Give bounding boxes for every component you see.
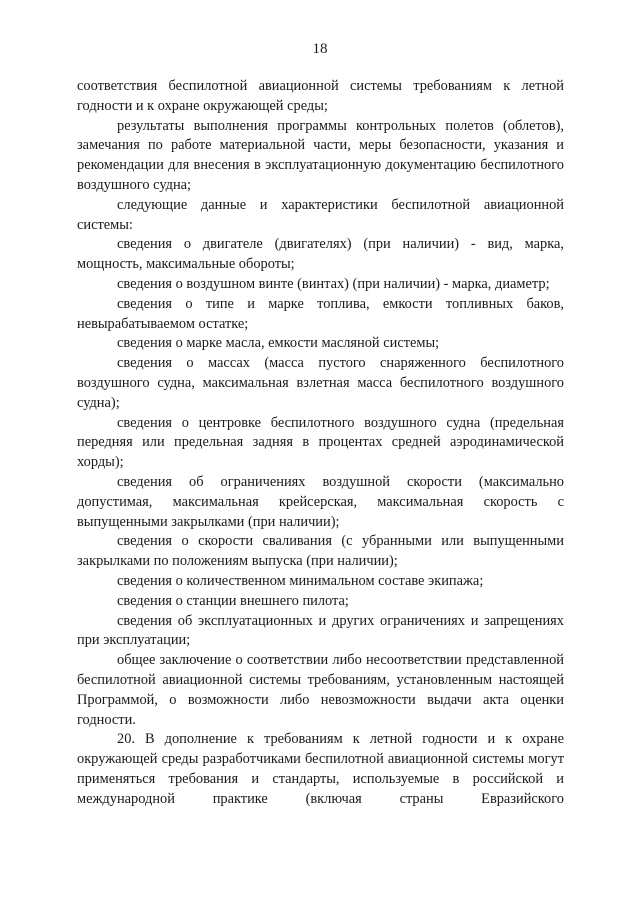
paragraph-characteristics-intro: следующие данные и характеристики беспилотной авиационной системы: <box>77 196 564 233</box>
paragraph-compliance-end: соответствия беспилотной авиационной системы требованиям к летной годности и к охране окружающей среды; <box>77 78 564 114</box>
paragraph-center-of-gravity: сведения о центровке беспилотного воздушного судна (предельная передняя или предельная задняя в процентах средней аэродинамической хорды); <box>77 414 564 471</box>
paragraph-flight-results: результаты выполнения программы контрольных полетов (облетов), замечания по работе материальной части, меры безопасности, указания и рекомендации для внесения в эксплуатационную документацию беспилотного воздушного судна; <box>77 117 564 193</box>
paragraph-crew: сведения о количественном минимальном составе экипажа; <box>117 572 484 589</box>
paragraph-section-20: 20. В дополнение к требованиям к летной годности и к охране окружающей среды разработчиками беспилотной авиационной системы могут применяться требования и стандарты, используемые в российской и международной практике (включая страны Евразийского <box>77 731 564 807</box>
paragraph-airspeed-limits: сведения об ограничениях воздушной скорости (максимально допустимая, максимальная крейсерская, максимальная скорость с выпущенными закрылками (при наличии); <box>77 473 564 530</box>
paragraph-engine: сведения о двигателе (двигателях) (при наличии) - вид, марка, мощность, максимальные обороты; <box>77 236 564 273</box>
document-body <box>77 77 564 809</box>
paragraph-masses: сведения о массах (масса пустого снаряженного беспилотного воздушного судна, максимальная взлетная масса беспилотного воздушного судна); <box>77 355 564 411</box>
page-number: 18 <box>312 41 328 57</box>
paragraph-operational-limits: сведения об эксплуатационных и других ограничениях и запрещениях при эксплуатации; <box>77 612 564 649</box>
paragraph-propeller: сведения о воздушном винте (винтах) (при наличии) - марка, диаметр; <box>117 275 550 292</box>
paragraph-fuel: сведения о типе и марке топлива, емкости топливных баков, невырабатываемом остатке; <box>77 295 564 332</box>
paragraph-pilot-station: сведения о станции внешнего пилота; <box>117 592 349 609</box>
paragraph-general-conclusion: общее заключение о соответствии либо несоответствии представленной беспилотной авиационной системы требованиям, установленным настоящей Программой, о возможности либо невозможности выдачи акта оценки годности. <box>77 652 564 728</box>
paragraph-stall-speed: сведения о скорости сваливания (с убранными или выпущенными закрылками по положениям выпуска (при наличии); <box>77 533 564 570</box>
paragraph-oil: сведения о марке масла, емкости масляной системы; <box>117 335 440 352</box>
